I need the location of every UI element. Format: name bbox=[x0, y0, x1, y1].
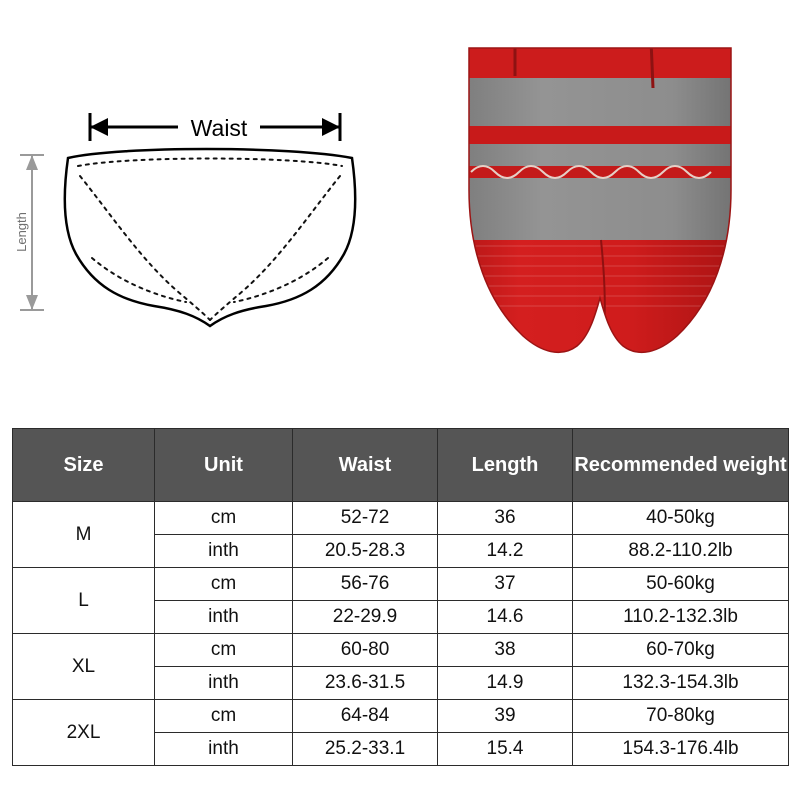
weight-value: 40-50kg bbox=[573, 502, 789, 535]
waist-value: 60-80 bbox=[293, 634, 438, 667]
waist-value: 23.6-31.5 bbox=[293, 667, 438, 700]
table-header-row bbox=[13, 429, 789, 502]
waist-arrow-left-head-icon bbox=[90, 118, 108, 136]
header-size: Size bbox=[13, 429, 155, 502]
size-value: L bbox=[13, 568, 155, 634]
waist-arrow-right-head-icon bbox=[322, 118, 340, 136]
waist-value: 64-84 bbox=[293, 700, 438, 733]
length-value: 14.2 bbox=[438, 535, 573, 568]
table-row bbox=[13, 568, 789, 601]
size-value: M bbox=[13, 502, 155, 568]
product-image bbox=[455, 40, 745, 370]
unit-value: cm bbox=[155, 634, 293, 667]
size-value: XL bbox=[13, 634, 155, 700]
size-chart bbox=[12, 428, 788, 766]
unit-value: inth bbox=[155, 535, 293, 568]
header-unit: Unit bbox=[155, 429, 293, 502]
panty-outline-icon bbox=[65, 149, 356, 326]
weight-value: 88.2-110.2lb bbox=[573, 535, 789, 568]
size-table bbox=[12, 428, 789, 766]
unit-value: inth bbox=[155, 601, 293, 634]
unit-value: cm bbox=[155, 502, 293, 535]
waist-value: 52-72 bbox=[293, 502, 438, 535]
header-weight: Recommended weight bbox=[573, 429, 789, 502]
weight-value: 132.3-154.3lb bbox=[573, 667, 789, 700]
length-value: 36 bbox=[438, 502, 573, 535]
waist-value: 25.2-33.1 bbox=[293, 733, 438, 766]
header-waist: Waist bbox=[293, 429, 438, 502]
table-row bbox=[13, 502, 789, 535]
right-strap-icon bbox=[651, 40, 653, 88]
length-value: 14.6 bbox=[438, 601, 573, 634]
length-value: 38 bbox=[438, 634, 573, 667]
measurement-diagram bbox=[0, 0, 420, 420]
length-arrow-bottom-head-icon bbox=[26, 295, 38, 310]
unit-value: inth bbox=[155, 733, 293, 766]
waist-label: Waist bbox=[190, 115, 248, 141]
table-row bbox=[13, 634, 789, 667]
unit-value: cm bbox=[155, 700, 293, 733]
length-arrow-top-head-icon bbox=[26, 155, 38, 170]
table-row bbox=[13, 700, 789, 733]
unit-value: cm bbox=[155, 568, 293, 601]
waist-value: 56-76 bbox=[293, 568, 438, 601]
header-length: Length bbox=[438, 429, 573, 502]
weight-value: 110.2-132.3lb bbox=[573, 601, 789, 634]
length-value: 14.9 bbox=[438, 667, 573, 700]
length-value: 39 bbox=[438, 700, 573, 733]
weight-value: 60-70kg bbox=[573, 634, 789, 667]
unit-value: inth bbox=[155, 667, 293, 700]
length-value: 37 bbox=[438, 568, 573, 601]
waist-value: 22-29.9 bbox=[293, 601, 438, 634]
waist-value: 20.5-28.3 bbox=[293, 535, 438, 568]
weight-value: 70-80kg bbox=[573, 700, 789, 733]
weight-value: 154.3-176.4lb bbox=[573, 733, 789, 766]
length-value: 15.4 bbox=[438, 733, 573, 766]
weight-value: 50-60kg bbox=[573, 568, 789, 601]
length-label: Length bbox=[14, 212, 29, 252]
size-value: 2XL bbox=[13, 700, 155, 766]
